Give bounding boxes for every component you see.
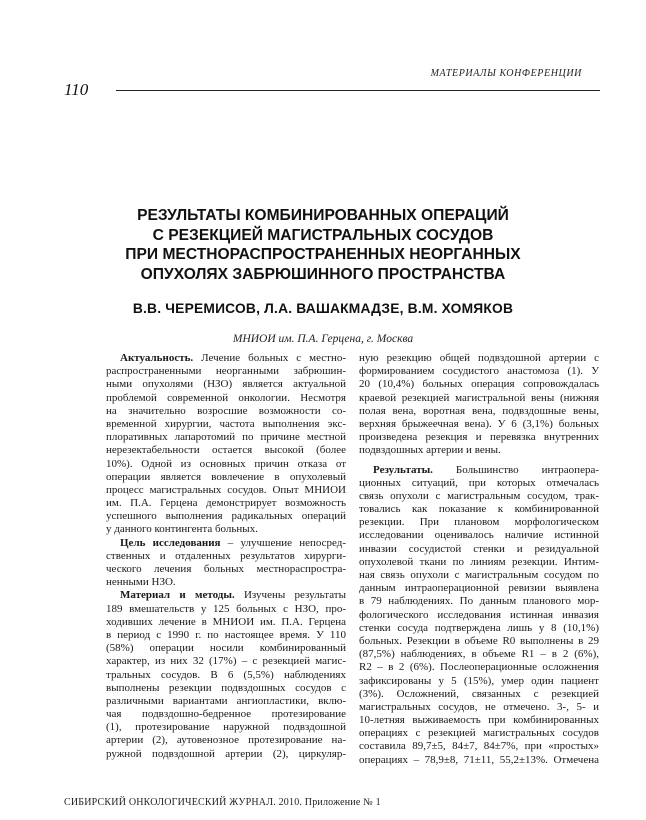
- paragraph-line: операциях с резекцией магистральных сосудов: [359, 727, 599, 740]
- paragraph-line: данным интраоперационной ревизии выявлена: [359, 582, 599, 595]
- paragraph-line: инвазии сосудистой стенки и резидуальной: [359, 542, 599, 555]
- article-title: [60, 206, 586, 284]
- paragraph-line: R2 – в 2 (6%). Послеоперационные осложнения: [359, 661, 599, 674]
- paragraph-line: им. П.А. Герцена демонстрирует возможность: [106, 497, 346, 510]
- paragraph-line: операциях – 78,9±8, 71±11, 55,2±13%. Отмечена: [359, 753, 599, 766]
- title-line: РЕЗУЛЬТАТЫ КОМБИНИРОВАННЫХ ОПЕРАЦИЙ: [137, 207, 509, 224]
- paragraph-line: операции является вовлечение в опухолевый: [106, 470, 346, 483]
- paragraph-line: ционных ситуаций, при которых отмечалась: [359, 476, 599, 489]
- paragraph-line: ненными НЗО.: [106, 576, 176, 589]
- header-rule: [116, 90, 600, 91]
- paragraph-line: на значительно возросшие возможности со-: [106, 404, 346, 417]
- paragraph-line: магистральных сосудов, не отмечено. 3-, 5- и: [359, 700, 599, 713]
- paragraph-line: резекции. При плановом морфологическом: [359, 516, 599, 529]
- text-run: – улучшение непосред-: [220, 536, 346, 549]
- paragraph-line: связь опухоли с магистральным сосудом, трак-: [359, 489, 599, 502]
- paragraph-line: верхняя брыжеечная вена). У 6 (3,1%) больных: [359, 417, 599, 430]
- section-heading: Цель исследования: [120, 536, 221, 549]
- running-header: МАТЕРИАЛЫ КОНФЕРЕНЦИИ: [430, 68, 582, 79]
- right-column: [359, 352, 599, 767]
- paragraph-line: успешного выполнения радикальных операций: [106, 510, 346, 523]
- paragraph-line: ными опухолями (НЗО) является актуальной: [106, 378, 346, 391]
- paragraph-line: исследовании оценивалось наличие истинной: [359, 529, 599, 542]
- paragraph-line: 189 вмешательств у 125 больных с НЗО, про-: [106, 602, 346, 615]
- paragraph-line: проблемой современной онкологии. Несмотря: [106, 391, 346, 404]
- paragraph-line: ную резекцию общей подвздошной артерии с: [359, 352, 599, 364]
- paragraph-line: [106, 589, 346, 602]
- page-number: 110: [64, 80, 89, 99]
- section-heading: Результаты.: [373, 463, 433, 476]
- paragraph-line: 20 (10,4%) больных операция сопровождалась: [359, 378, 599, 391]
- paragraph-line: (58%) операции носили комбинированный: [106, 642, 346, 655]
- paragraph-line: характер, из них 32 (17%) – с резекцией магис-: [106, 655, 346, 668]
- section-heading: Актуальность.: [120, 352, 194, 364]
- paragraph-line: различными вариантами ангиопластики, вклю-: [106, 694, 346, 707]
- paragraph-line: в 79 наблюдениях. По данным планового мор-: [359, 595, 599, 608]
- paragraph-line: [106, 537, 346, 550]
- paragraph-line: ственных и отдаленных результатов хирурги-: [106, 549, 346, 562]
- paragraph-line: составила 89,7±5, 84±7, 84±7%, при «простых»: [359, 740, 599, 753]
- paragraph-line: опухолевой ткани по линиям резекции. Интим-: [359, 555, 599, 568]
- left-column: [106, 352, 346, 761]
- section-heading: Материал и методы.: [120, 589, 235, 602]
- title-line: С РЕЗЕКЦИЕЙ МАГИСТРАЛЬНЫХ СОСУДОВ: [152, 226, 494, 244]
- paragraph-line: [106, 352, 346, 365]
- text-run: Изучены результаты: [234, 589, 346, 602]
- paragraph-line: плоративных лапаротомий по причине местной: [106, 431, 346, 444]
- title-line: ОПУХОЛЯХ ЗАБРЮШИННОГО ПРОСТРАНСТВА: [140, 265, 506, 283]
- paragraph-line: 10-летняя выживаемость при комбинированных: [359, 714, 599, 727]
- paragraph-line: 10%). Одной из основных причин отказа от: [106, 457, 346, 470]
- paragraph-line: выполнены резекции подвздошных сосудов с: [106, 681, 346, 694]
- paragraph-line: ная связь опухоли с магистральным сосудом по: [359, 569, 599, 582]
- paragraph-line: нерезектабельности остается высокой (более: [106, 444, 346, 457]
- paragraph-line: ходивших лечение в МНИОИ им. П.А. Герцена: [106, 615, 346, 628]
- paragraph-line: ческого лечения больных местнораспростра-: [106, 563, 346, 576]
- affiliation: МНИОИ им. П.А. Герцена, г. Москва: [232, 333, 414, 345]
- paragraph-line: временной хирургии, частота выполнения экс-: [106, 417, 346, 430]
- text-run: Лечение больных с местно-: [193, 352, 346, 364]
- paragraph-line: фологического исследования истинная инвазия: [359, 608, 599, 621]
- paragraph-line: формированием сосудистого анастомоза (1). У: [359, 365, 599, 378]
- journal-footer: СИБИРСКИЙ ОНКОЛОГИЧЕСКИЙ ЖУРНАЛ. 2010. Приложение № 1: [64, 797, 381, 808]
- paragraph-line: товались как показание к комбинированной: [359, 503, 599, 516]
- paragraph-line: артерии (2), аутовенозное протезирование на-: [106, 734, 346, 747]
- paragraph-line: стенки сосуда подтверждена лишь у 8 (10,1%): [359, 621, 599, 634]
- paragraph-line: (1), протезирование наружной подвздошной: [106, 721, 346, 734]
- paragraph-line: краевой резекцией магистральной вены (нижняя: [359, 391, 599, 404]
- paragraph-line: больных. Резекции в объеме R0 выполнены в 29: [359, 634, 599, 647]
- paragraph-line: ружной подвздошной артерии (2), циркуляр-: [106, 747, 346, 760]
- paragraph-line: (3%). Осложнений, связанных с резекцией: [359, 687, 599, 700]
- paragraph-line: (87,5%) наблюдениях, в объеме R1 – в 2 (6%),: [359, 648, 599, 661]
- paragraph-line: тральных сосудов. В 6 (5,5%) наблюдениях: [106, 668, 346, 681]
- title-line: ПРИ МЕСТНОРАСПРОСТРАНЕННЫХ НЕОРГАННЫХ: [125, 246, 521, 263]
- paragraph-line: подвздошных артерии и вены.: [359, 444, 501, 457]
- authors: В.В. ЧЕРЕМИСОВ, Л.А. ВАШАКМАДЗЕ, В.М. ХОМЯКОВ: [132, 301, 514, 316]
- paragraph-line: зафиксированы у 5 (15%), умер один пациент: [359, 674, 599, 687]
- paragraph-line: у данного контингента больных.: [106, 523, 258, 536]
- paragraph-line: полая вена, воротная вена, подвздошные вены,: [359, 404, 599, 417]
- paragraph-line: чая подвздошно-бедренное протезирование: [106, 708, 346, 721]
- paragraph-line: [359, 464, 599, 477]
- paragraph-line: процесс магистральных сосудов. Опыт МНИОИ: [106, 483, 346, 496]
- paragraph-line: распространенными неорганными забрюшин-: [106, 365, 346, 378]
- paragraph-line: в период с 1990 г. по настоящее время. У 110: [106, 628, 346, 641]
- paragraph-line: произведена резекция и перевязка внутренних: [359, 431, 599, 444]
- text-run: Большинство интраопера-: [432, 463, 599, 476]
